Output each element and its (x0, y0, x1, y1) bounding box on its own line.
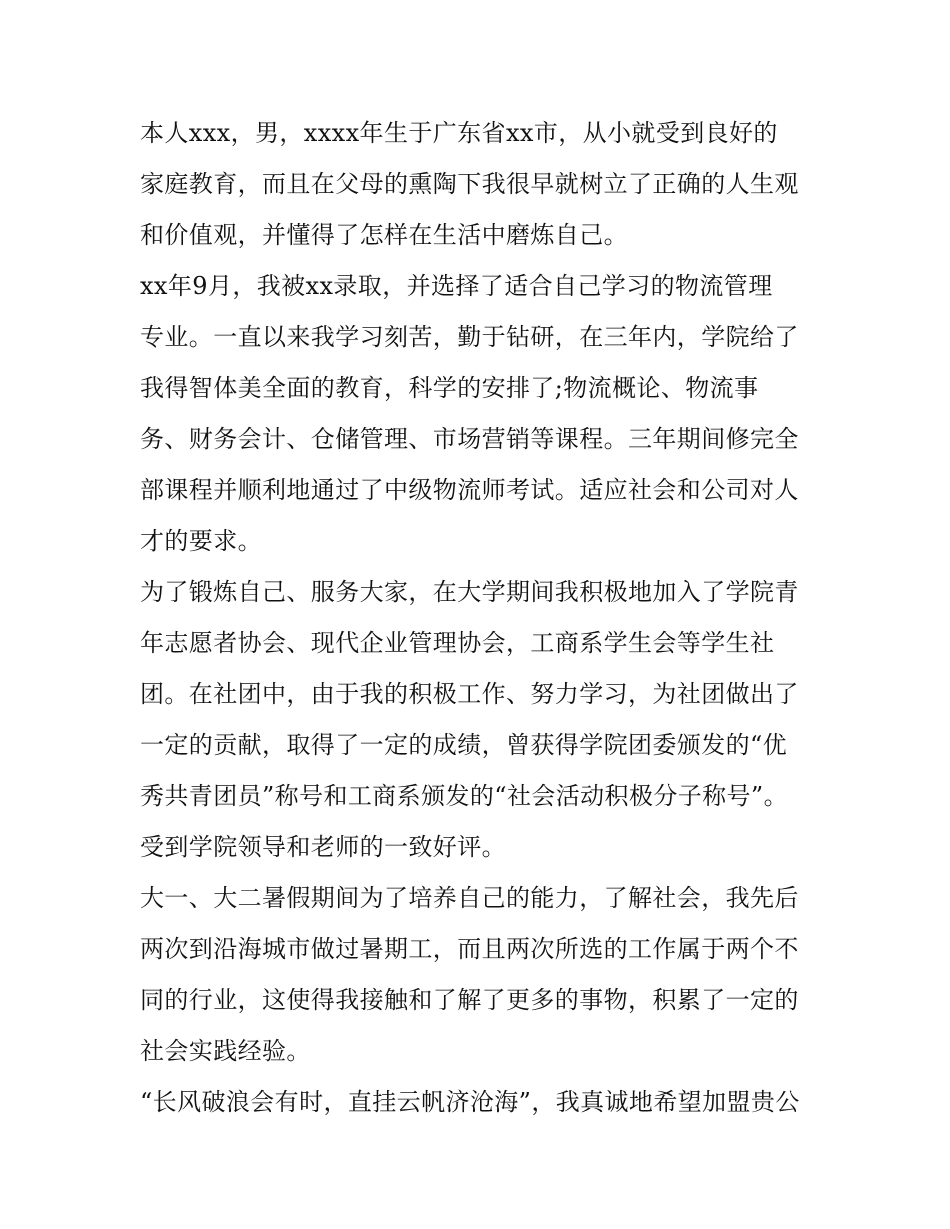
text-line: 我得智体美全面的教育，科学的安排了;物流概论、物流事 (140, 374, 759, 402)
text-line: 一定的贡献，取得了一定的成绩，曾获得学院团委颁发的“优 (140, 731, 788, 759)
document-body (140, 108, 820, 1128)
text-line: 大一、大二暑假期间为了培养自己的能力，了解社会，我先后 (140, 884, 799, 912)
text-line: 社会实践经验。 (140, 1037, 311, 1065)
text-line: 部课程并顺利地通过了中级物流师考试。适应社会和公司对人 (140, 476, 799, 504)
text-line: 本人xxx，男，xxxx年生于广东省xx市，从小就受到良好的 (140, 119, 778, 147)
text-line: 专业。一直以来我学习刻苦，勤于钻研，在三年内，学院给了 (140, 323, 799, 351)
text-line: 团。在社团中，由于我的积极工作、努力学习，为社团做出了 (140, 680, 799, 708)
text-line: 同的行业，这使得我接触和了解了更多的事物，积累了一定的 (140, 986, 799, 1014)
text-line: 受到学院领导和老师的一致好评。 (140, 833, 506, 861)
text-line: 秀共青团员”称号和工商系颁发的“社会活动积极分子称号”。 (140, 782, 789, 810)
text-line: 两次到沿海城市做过暑期工，而且两次所选的工作属于两个不 (140, 935, 799, 963)
text-line: 为了锻炼自己、服务大家，在大学期间我积极地加入了学院青 (140, 578, 799, 606)
text-line: 家庭教育，而且在父母的熏陶下我很早就树立了正确的人生观 (140, 170, 799, 198)
text-line: 才的要求。 (140, 527, 262, 555)
text-line: 务、财务会计、仓储管理、市场营销等课程。三年期间修完全 (140, 425, 799, 453)
text-line: “长风破浪会有时，直挂云帆济沧海”，我真诚地希望加盟贵公 (140, 1088, 800, 1116)
text-line: xx年9月，我被xx录取，并选择了适合自己学习的物流管理 (140, 272, 773, 300)
text-line: 和价值观，并懂得了怎样在生活中磨炼自己。 (140, 221, 628, 249)
text-line: 年志愿者协会、现代企业管理协会，工商系学生会等学生社 (140, 629, 775, 657)
